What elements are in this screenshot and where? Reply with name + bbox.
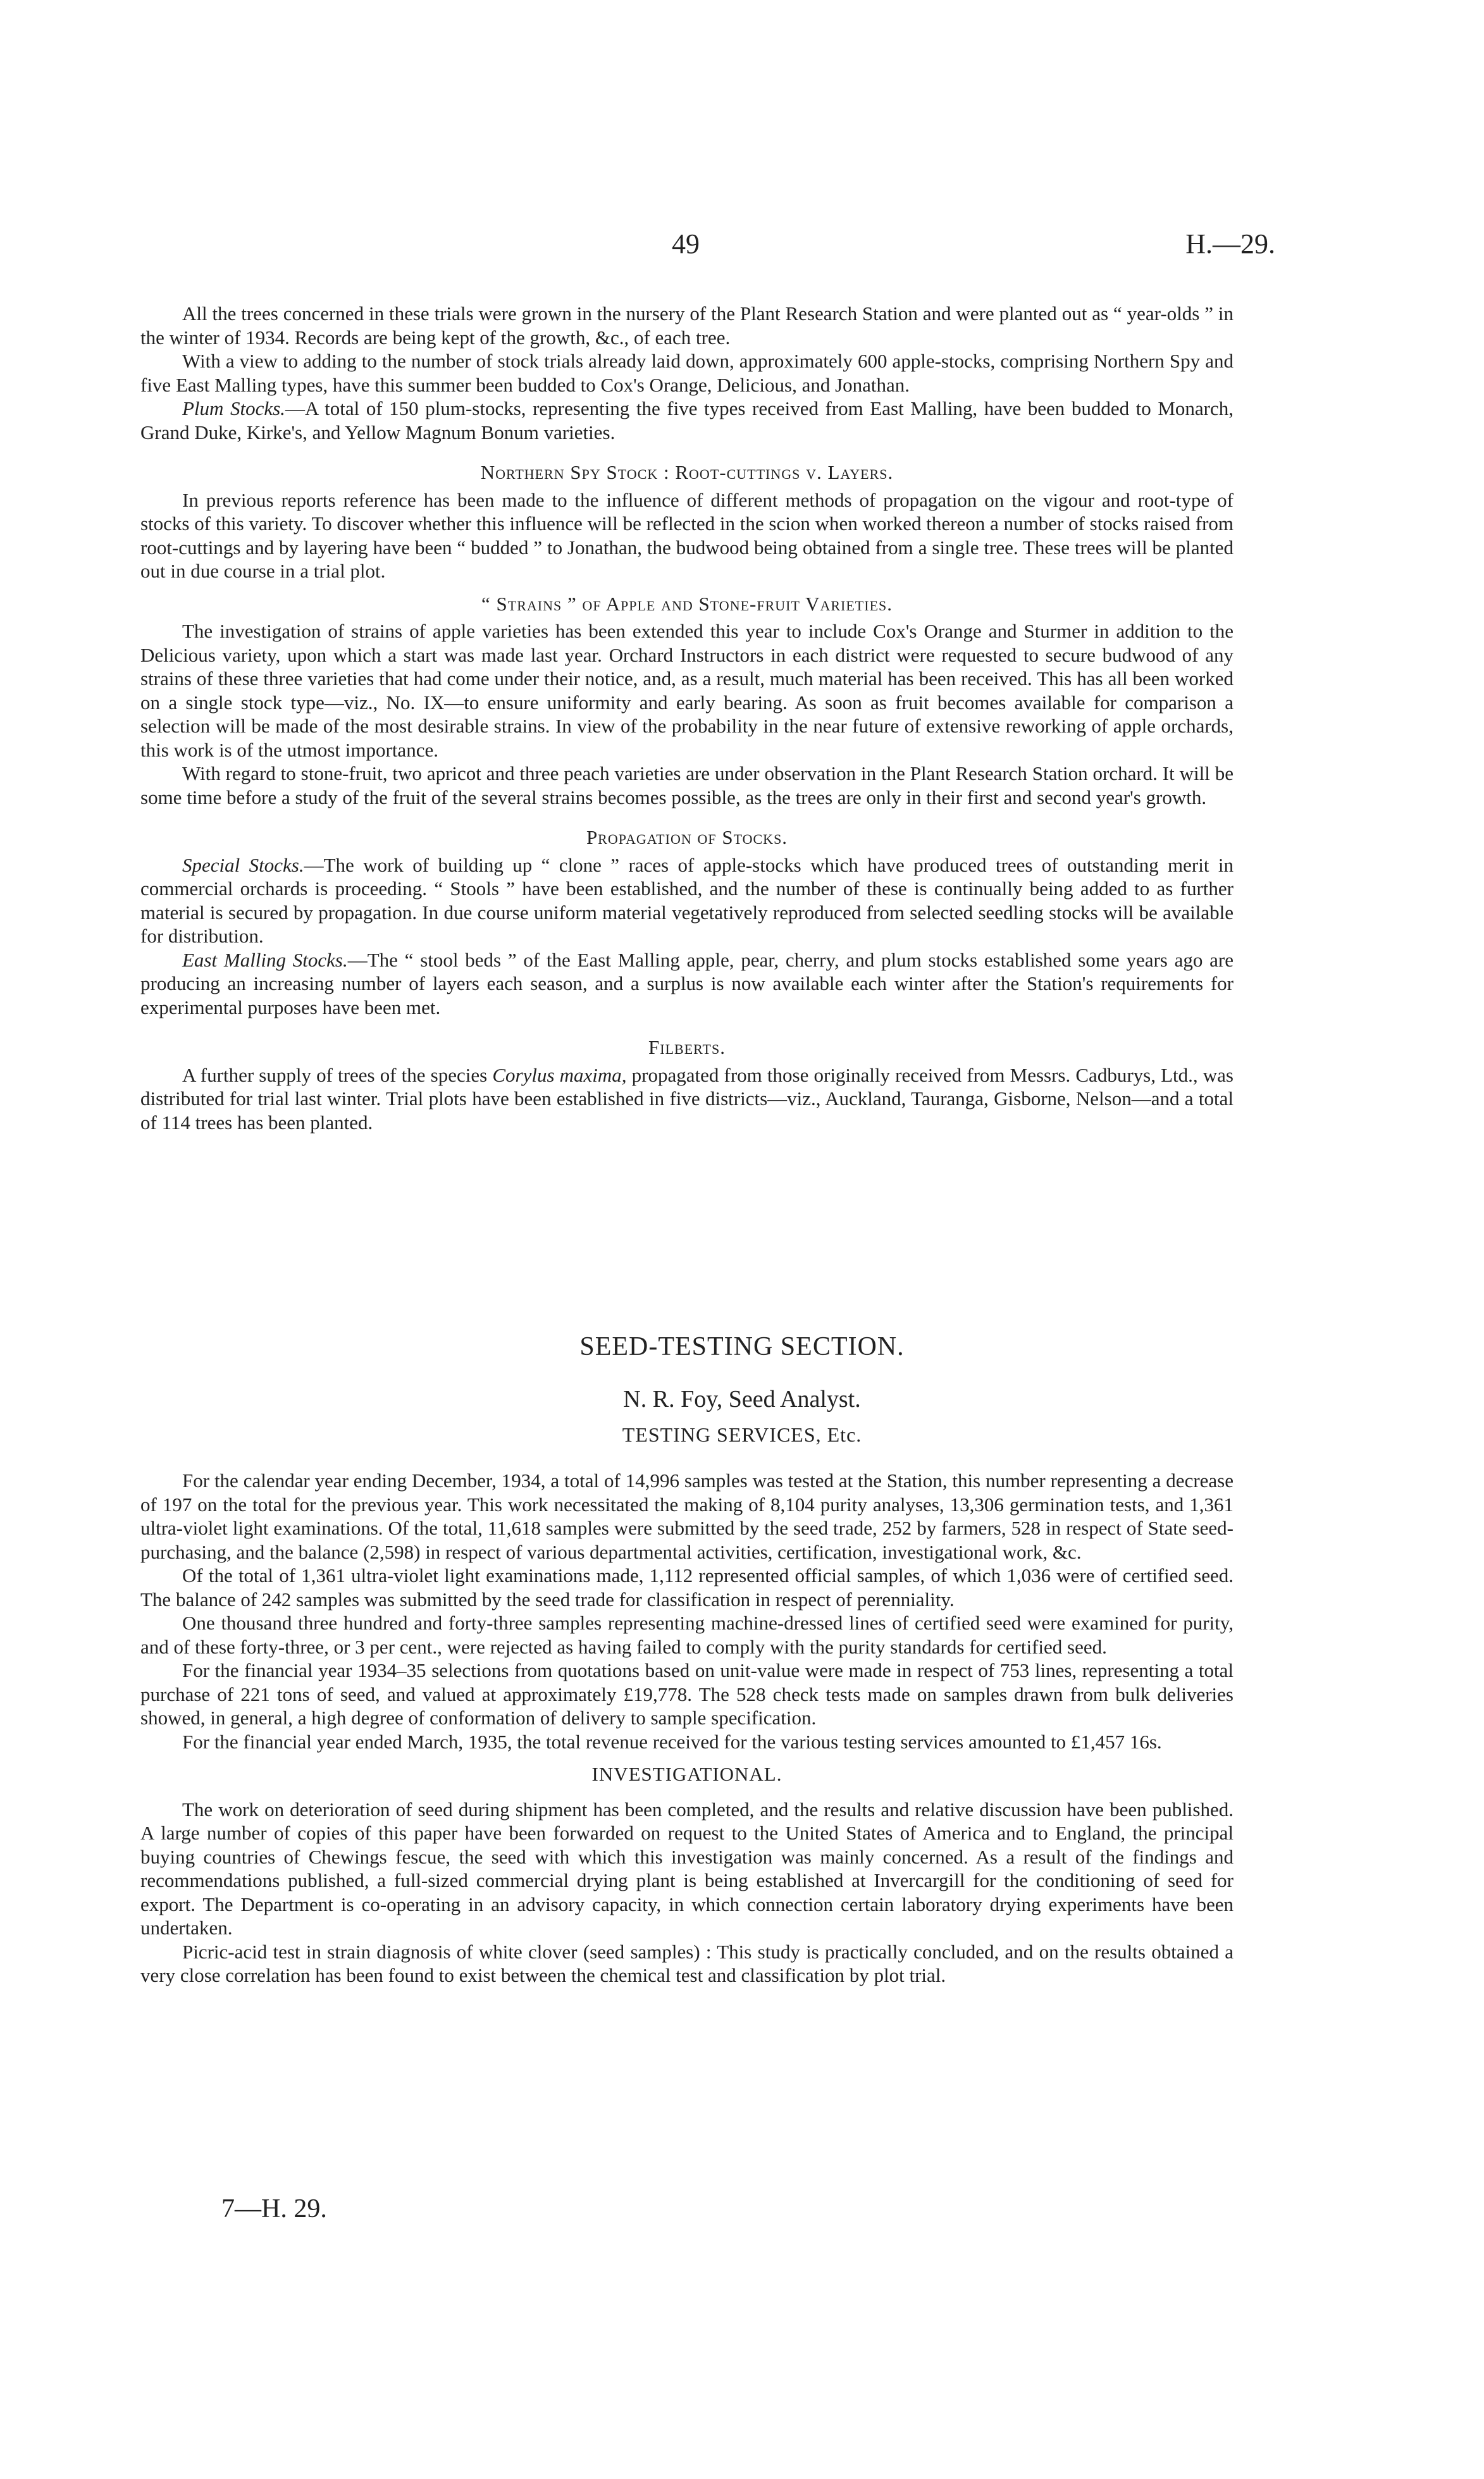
paragraph-deterioration: The work on deterioration of seed during shipment has been completed, and the results and relative discussion have been published. A large number of copies of this paper have been forwarded on request to the United States of America and to England, the principal buying countries of Chewings fescue, the seed with which this investigation was mainly concerned. As a result of the findings and recommendations published, a full-sized commercial drying plant is being established at Invercargill for the conditioning of seed for export. The Department is co-operating in an advisory capacity, in which connection certain laboratory drying experiments have been undertaken. [140,1798,1234,1939]
special-stocks-text: —The work of building up “ clone ” races of apple-stocks which have produced trees of outstanding merit in commercial orchards is proceeding. “ Stools ” have been established, and the number of these is continually being added to as further material is secured by propagation. In due course uniform material vegetatively reproduced from selected seedling stocks will be available for distribution. [140,853,1234,947]
seed-section-title: SEED-TESTING SECTION. [579,1332,905,1361]
paragraph-revenue: For the financial year ended March, 1935, the total revenue received for the various testing services amounted to £1,457 16s. [182,1730,1162,1753]
paragraph-trees-grown: All the trees concerned in these trials were grown in the nursery of the Plant Research Station and were planted out as “ year-olds ” in the winter of 1934. Records are being kept of the growth, &c., of each tree. [140,302,1234,349]
page-number: 49 [672,228,700,259]
document-code: H.—29. [1185,228,1275,259]
signature-mark: 7—H. 29. [221,2194,327,2223]
paragraph-strains-apple: The investigation of strains of apple varieties has been extended this year to include Cox's Orange and Sturmer in addition to the Delicious variety, upon which a start was made last year. Orchard Instructors in each district were requested to secure budwood of any strains of these three varieties that had come under their notice, and, as a result, much material has been received. This has all been worked on a single stock type—viz., No. IX—to ensure uniformity and early bearing. As soon as fruit becomes available for comparison a selection will be made of the most desirable strains. In view of the probability in the near future of extensive reworking of apple orchards, this work is of the utmost importance. [140,620,1234,761]
paragraph-special-stocks [140,853,1234,948]
plum-stocks-lead: Plum Stocks. [182,397,285,419]
paragraph-east-malling [140,948,1234,1020]
paragraph-machine-dressed: One thousand three hundred and forty-three samples representing machine-dressed lines of certified seed were examined for purity, and of these forty-three, or 3 per cent., were rejected as having failed to comply with the purity standards for certified seed. [140,1612,1234,1658]
heading-filberts: Filberts. [648,1036,726,1058]
special-stocks-lead: Special Stocks. [182,853,304,876]
paragraph-northern-spy: In previous reports reference has been made to the influence of different methods of propagation on the vigour and root-type of stocks of this variety. To discover whether this influence will be reflected in the scion when worked thereon a number of stocks raised from root-cuttings and by layering have been “ budded ” to Jonathan, the budwood being obtained from a single tree. These trees will be planted out in due course in a trial plot. [140,488,1234,582]
east-malling-text: —The “ stool beds ” of the East Malling apple, pear, cherry, and plum stocks established some years ago are producing an increasing number of layers each season, and a surplus is now available each winter after the Station's requirements for experimental purposes have been met. [140,948,1234,1018]
east-malling-lead: East Malling Stocks. [182,948,348,971]
heading-northern-spy: Northern Spy Stock : Root-cuttings v. Layers. [480,461,894,483]
paragraph-plum-stocks [140,397,1234,444]
filberts-text-b: propagated from those originally received from Messrs. Cadburys, Ltd., was distributed for trial last winter. Trial plots have been established in five districts—viz., Auckland, Tauranga, Gisborne, Nelson—and a total of 114 trees has been planted. [140,1063,1234,1134]
paragraph-strains-stone-fruit: With regard to stone-fruit, two apricot and three peach varieties are under observation in the Plant Research Station orchard. It will be some time before a study of the fruit of the several strains becomes possible, as the trees are only in their first and second year's growth. [140,762,1234,808]
seed-section-author: N. R. Foy, Seed Analyst. [623,1386,861,1413]
paragraph-calendar-year: For the calendar year ending December, 1934, a total of 14,996 samples was tested at the Station, this number representing a decrease of 197 on the total for the previous year. This work necessitated the making of 8,104 purity analyses, 13,306 germination tests, and 1,361 ultra-violet light examinations. Of the total, 11,618 samples were submitted by the seed trade, 252 by farmers, 528 in respect of State seed-purchasing, and the balance (2,598) in respect of various departmental activities, certification, investigational work, &c. [140,1469,1234,1563]
paragraph-picric-acid: Picric-acid test in strain diagnosis of white clover (seed samples) : This study is practically concluded, and on the results obtained a very close correlation has been found to exist between the chemical test and classification by plot trial. [140,1940,1234,1986]
heading-strains: “ Strains ” of Apple and Stone-fruit Varieties. [481,592,893,615]
filberts-species: Corylus maxima, [492,1063,627,1086]
paragraph-ultra-violet: Of the total of 1,361 ultra-violet light examinations made, 1,112 represented official samples, of which 1,036 were of certified seed. The balance of 242 samples was submitted by the seed trade for classification in respect of perenniality. [140,1564,1234,1610]
upper-text-block [140,302,1234,1134]
heading-investigational: INVESTIGATIONAL. [591,1763,782,1785]
page-header [0,228,1484,266]
heading-propagation: Propagation of Stocks. [586,826,788,848]
seed-section-subheading: TESTING SERVICES, Etc. [622,1423,862,1446]
seed-testing-block [140,1469,1234,1988]
paragraph-financial-1934-35: For the financial year 1934–35 selections from quotations based on unit-value were made in respect of 753 lines, representing a total purchase of 221 tons of seed, and valued at approximately £19,778. The 528 check tests made on samples drawn from bulk deliveries showed, in general, a high degree of conformation of delivery to sample specification. [140,1659,1234,1729]
paragraph-stock-trials: With a view to adding to the number of stock trials already laid down, approximately 600 apple-stocks, comprising Northern Spy and five East Malling types, have this summer been budded to Cox's Orange, Delicious, and Jonathan. [140,350,1234,396]
plum-stocks-text: —A total of 150 plum-stocks, representing the five types received from East Malling, have been budded to Monarch, Grand Duke, Kirke's, and Yellow Magnum Bonum varieties. [140,397,1234,443]
filberts-text-a: A further supply of trees of the species [182,1063,493,1086]
paragraph-filberts [140,1063,1234,1135]
